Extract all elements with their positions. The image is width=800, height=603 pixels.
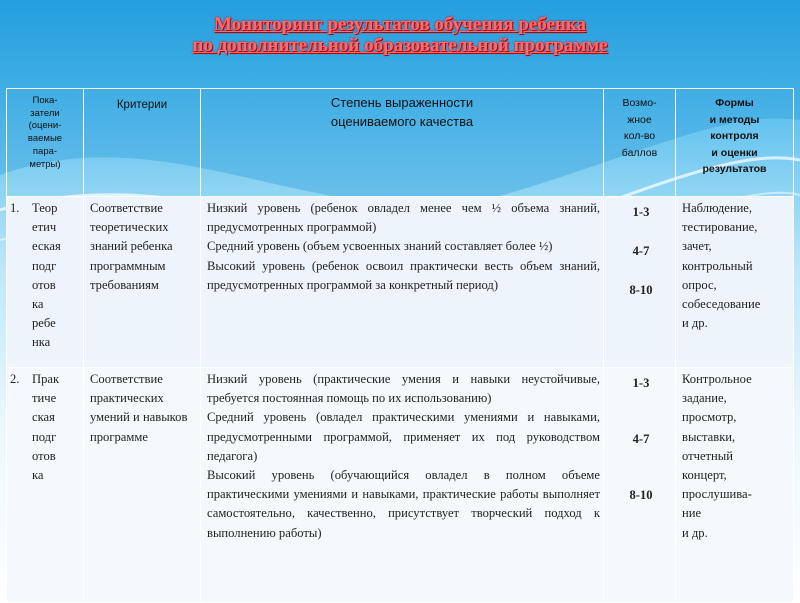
header-params-line: Пока- (32, 95, 58, 106)
header-degree-line: оцениваемого качества (330, 114, 474, 129)
forms-line: собеседование (682, 297, 761, 312)
title-line-2: по дополнительной образовательной программе (192, 35, 608, 56)
score-cell (604, 368, 676, 603)
forms-cell (676, 368, 794, 603)
forms-line: ние (682, 506, 702, 521)
monitoring-table (6, 88, 794, 603)
param-line: нка (32, 335, 51, 350)
header-degree (201, 89, 604, 197)
param-line: отов (32, 277, 56, 292)
forms-line: Контрольное (682, 372, 752, 386)
forms-line: отчетный (682, 448, 734, 463)
forms-line: контрольный (682, 258, 753, 273)
criteria-cell: Соответствие теоретических знаний ребенка программным требованиям (84, 197, 201, 368)
levels-cell (201, 197, 604, 368)
param-line: ская (32, 410, 55, 425)
header-score-line: баллов (621, 146, 658, 159)
param-line: тиче (32, 391, 57, 406)
param-line: ребе (32, 316, 56, 331)
header-score (604, 89, 676, 197)
forms-line: тестирование, (682, 220, 758, 235)
header-forms-line: и оценки (711, 146, 758, 159)
header-criteria: Критерии (84, 89, 201, 197)
level-high: Высокий уровень (обучающийся овладел в полном объеме практическими умениями и навыками, практические работы выполняет самостоятельно, качественно, присутствует творческий подход к выполнению работы) (207, 468, 600, 540)
header-score-line: кол-во (623, 130, 656, 142)
header-forms-line: и методы (709, 113, 760, 126)
param-line: подг (32, 258, 57, 273)
forms-line: и др. (682, 316, 708, 331)
header-params-line: пара- (32, 145, 58, 157)
header-forms (676, 89, 794, 197)
score-high: 8-10 (629, 283, 653, 298)
score-medium: 4-7 (632, 432, 650, 447)
table-row (7, 368, 794, 603)
param-cell (7, 197, 84, 368)
row-number: 1. (10, 201, 20, 215)
row-number: 2. (10, 372, 20, 386)
header-score-line: Возмо- (622, 97, 657, 109)
score-high: 8-10 (629, 488, 653, 503)
forms-line: просмотр, (682, 410, 737, 425)
score-low: 1-3 (632, 376, 650, 390)
header-forms-line: контроля (710, 130, 759, 142)
header-forms-line: результатов (702, 163, 767, 175)
forms-line: Наблюдение, (682, 201, 753, 215)
param-line: ка (32, 297, 44, 312)
level-low: Низкий уровень (практические умения и навыки неустойчивые, требуется постоянная помощь по их использованию) (207, 372, 600, 406)
header-params-line: ваемые (27, 133, 63, 145)
header-score-line: жное (627, 113, 652, 126)
level-low: Низкий уровень (ребенок овладел менее чем ½ объема знаний, предусмотренных программой) (207, 201, 600, 235)
level-high: Высокий уровень (ребенок освоил практически весть объем знаний, предусмотренных программой за конкретный период) (207, 258, 600, 292)
table-row (7, 197, 794, 368)
slide-title (0, 14, 800, 56)
forms-line: и др. (682, 525, 708, 540)
forms-line: зачет, (682, 239, 712, 254)
param-line: Теор (32, 201, 58, 215)
header-params (7, 89, 84, 197)
forms-line: опрос, (682, 277, 717, 292)
header-forms-line: Формы (715, 97, 754, 109)
score-medium: 4-7 (632, 244, 650, 259)
level-medium: Средний уровень (объем усвоенных знаний составляет более ½) (207, 239, 553, 254)
forms-cell (676, 197, 794, 368)
criteria-cell: Соответствие практических умений и навыков программе (84, 368, 201, 603)
param-line: отов (32, 448, 56, 463)
score-cell (604, 197, 676, 368)
level-medium: Средний уровень (овладел практическими умениями и навыками, предусмотренными программой, применяет их под руководством педагога) (207, 410, 600, 463)
forms-line: концерт, (682, 468, 727, 483)
score-low: 1-3 (632, 205, 650, 219)
header-degree-line: Степень выраженности (330, 95, 474, 110)
forms-line: задание, (682, 391, 727, 406)
forms-line: выставки, (682, 429, 736, 444)
param-line: ка (32, 468, 44, 483)
header-params-line: (оцени- (28, 120, 62, 132)
header-params-line: затели (30, 107, 60, 119)
param-line: еская (32, 239, 61, 254)
levels-cell (201, 368, 604, 603)
param-cell (7, 368, 84, 603)
header-params-line: метры) (29, 158, 61, 170)
param-line: етич (32, 220, 57, 235)
forms-line: прослушива- (682, 487, 752, 502)
title-line-1: Мониторинг результатов обучения ребенка (213, 14, 587, 35)
header-row (7, 89, 794, 197)
param-line: подг (32, 429, 57, 444)
param-line: Прак (32, 372, 60, 386)
